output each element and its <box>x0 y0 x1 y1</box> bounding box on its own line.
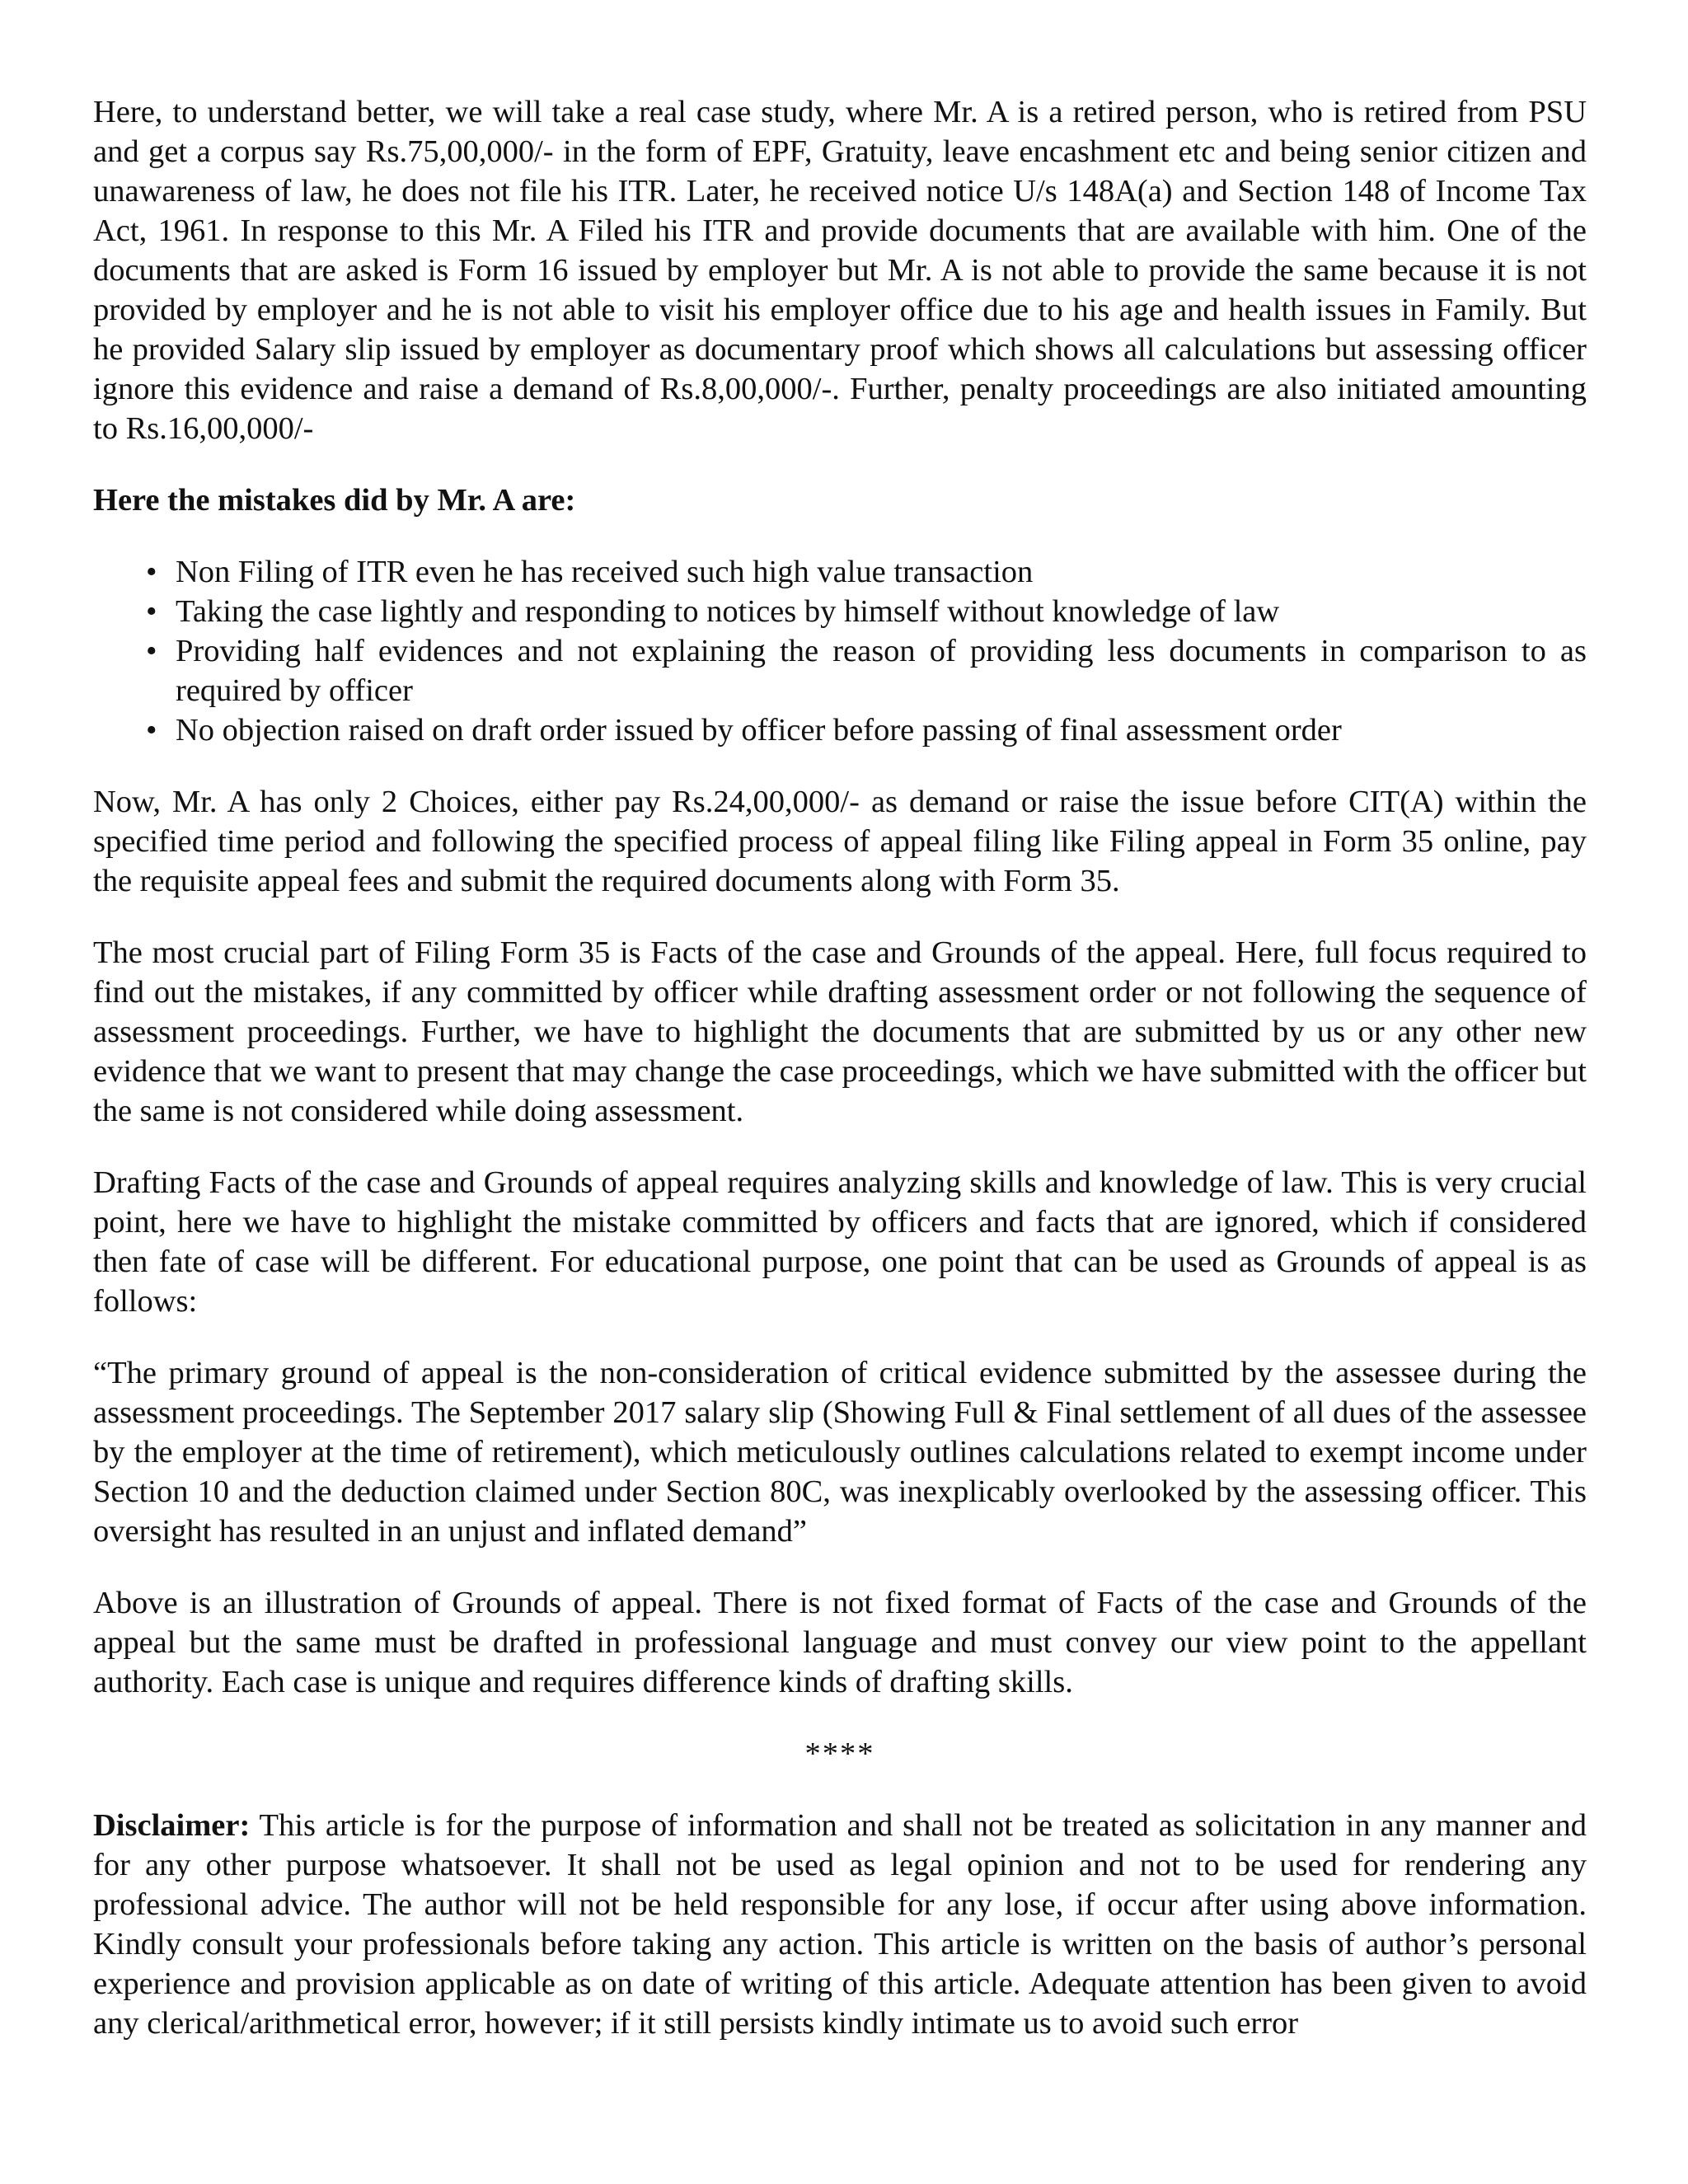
bullet-icon: • <box>146 594 157 629</box>
list-item-text: Providing half evidences and not explaining the reason of providing less documents in comparison to as required by officer <box>176 634 1587 708</box>
illustration-paragraph: Above is an illustration of Grounds of appeal. There is not fixed format of Facts of the case and Grounds of the appeal but the same must be drafted in professional language and must convey our view point to the appellant authority. Each case is unique and requires difference kinds of drafting skills. <box>93 1586 1587 1699</box>
list-item <box>146 592 1587 631</box>
disclaimer-text: This article is for the purpose of information and shall not be treated as solicitation in any manner and for any other purpose whatsoever. It shall not be used as legal opinion and not to be used for rendering any professional advice. The author will not be held responsible for any lose, if occur after using above information. Kindly consult your professionals before taking any action. This article is written on the basis of author’s personal experience and provision applicable as on date of writing of this article. Adequate attention has been given to avoid any clerical/arithmetical error, however; if it still persists kindly intimate us to avoid such error <box>93 1808 1587 2041</box>
list-item-text: Taking the case lightly and responding to notices by himself without knowledge of law <box>176 594 1280 629</box>
bullet-icon: • <box>146 634 157 668</box>
mistakes-list <box>93 552 1587 750</box>
list-item <box>146 631 1587 710</box>
bullet-icon: • <box>146 555 157 589</box>
document-page <box>93 92 1587 2043</box>
drafting-paragraph: Drafting Facts of the case and Grounds of appeal requires analyzing skills and knowledge of law. This is very crucial point, here we have to highlight the mistake committed by officers and facts that are ignored, which if considered then fate of case will be different. For educational purpose, one point that can be used as Grounds of appeal is as follows: <box>93 1165 1587 1319</box>
intro-paragraph: Here, to understand better, we will take a real case study, where Mr. A is a retired person, who is retired from PSU and get a corpus say Rs.75,00,000/- in the form of EPF, Gratuity, leave encashment etc and being senior citizen and unawareness of law, he does not file his ITR. Later, he received notice U/s 148A(a) and Section 148 of Income Tax Act, 1961. In response to this Mr. A Filed his ITR and provide documents that are available with him. One of the documents that are asked is Form 16 issued by employer but Mr. A is not able to provide the same because it is not provided by employer and he is not able to visit his employer office due to his age and health issues in Family. But he provided Salary slip issued by employer as documentary proof which shows all calculations but assessing officer ignore this evidence and raise a demand of Rs.8,00,000/-. Further, penalty proceedings are also initiated amounting to Rs.16,00,000/- <box>93 95 1587 446</box>
list-item-text: Non Filing of ITR even he has received such high value transaction <box>176 555 1034 589</box>
disclaimer-paragraph <box>93 1806 1587 2043</box>
choices-paragraph: Now, Mr. A has only 2 Choices, either pay Rs.24,00,000/- as demand or raise the issue before CIT(A) within the specified time period and following the specified process of appeal filing like Filing appeal in Form 35 online, pay the requisite appeal fees and submit the required documents along with Form 35. <box>93 785 1587 898</box>
list-item-text: No objection raised on draft order issued by officer before passing of final assessment order <box>176 713 1342 748</box>
crucial-part-paragraph: The most crucial part of Filing Form 35 is Facts of the case and Grounds of the appeal. Here, full focus required to find out the mistakes, if any committed by officer while drafting assessment order or not following the sequence of assessment proceedings. Further, we have to highlight the documents that are submitted by us or any other new evidence that we want to present that may change the case proceedings, which we have submitted with the officer but the same is not considered while doing assessment. <box>93 935 1587 1128</box>
disclaimer-label: Disclaimer: <box>93 1808 251 1843</box>
list-item <box>146 552 1587 592</box>
section-separator: **** <box>804 1736 875 1771</box>
grounds-quote-paragraph: “The primary ground of appeal is the non-consideration of critical evidence submitted by the assessee during the assessment proceedings. The September 2017 salary slip (Showing Full & Final settlement of all dues of the assessee by the employer at the time of retirement), which meticulously outlines calculations related to exempt income under Section 10 and the deduction claimed under Section 80C, was inexplicably overlooked by the assessing officer. This oversight has resulted in an unjust and inflated demand” <box>93 1356 1587 1549</box>
mistakes-heading: Here the mistakes did by Mr. A are: <box>93 483 576 518</box>
bullet-icon: • <box>146 713 157 748</box>
list-item <box>146 710 1587 750</box>
